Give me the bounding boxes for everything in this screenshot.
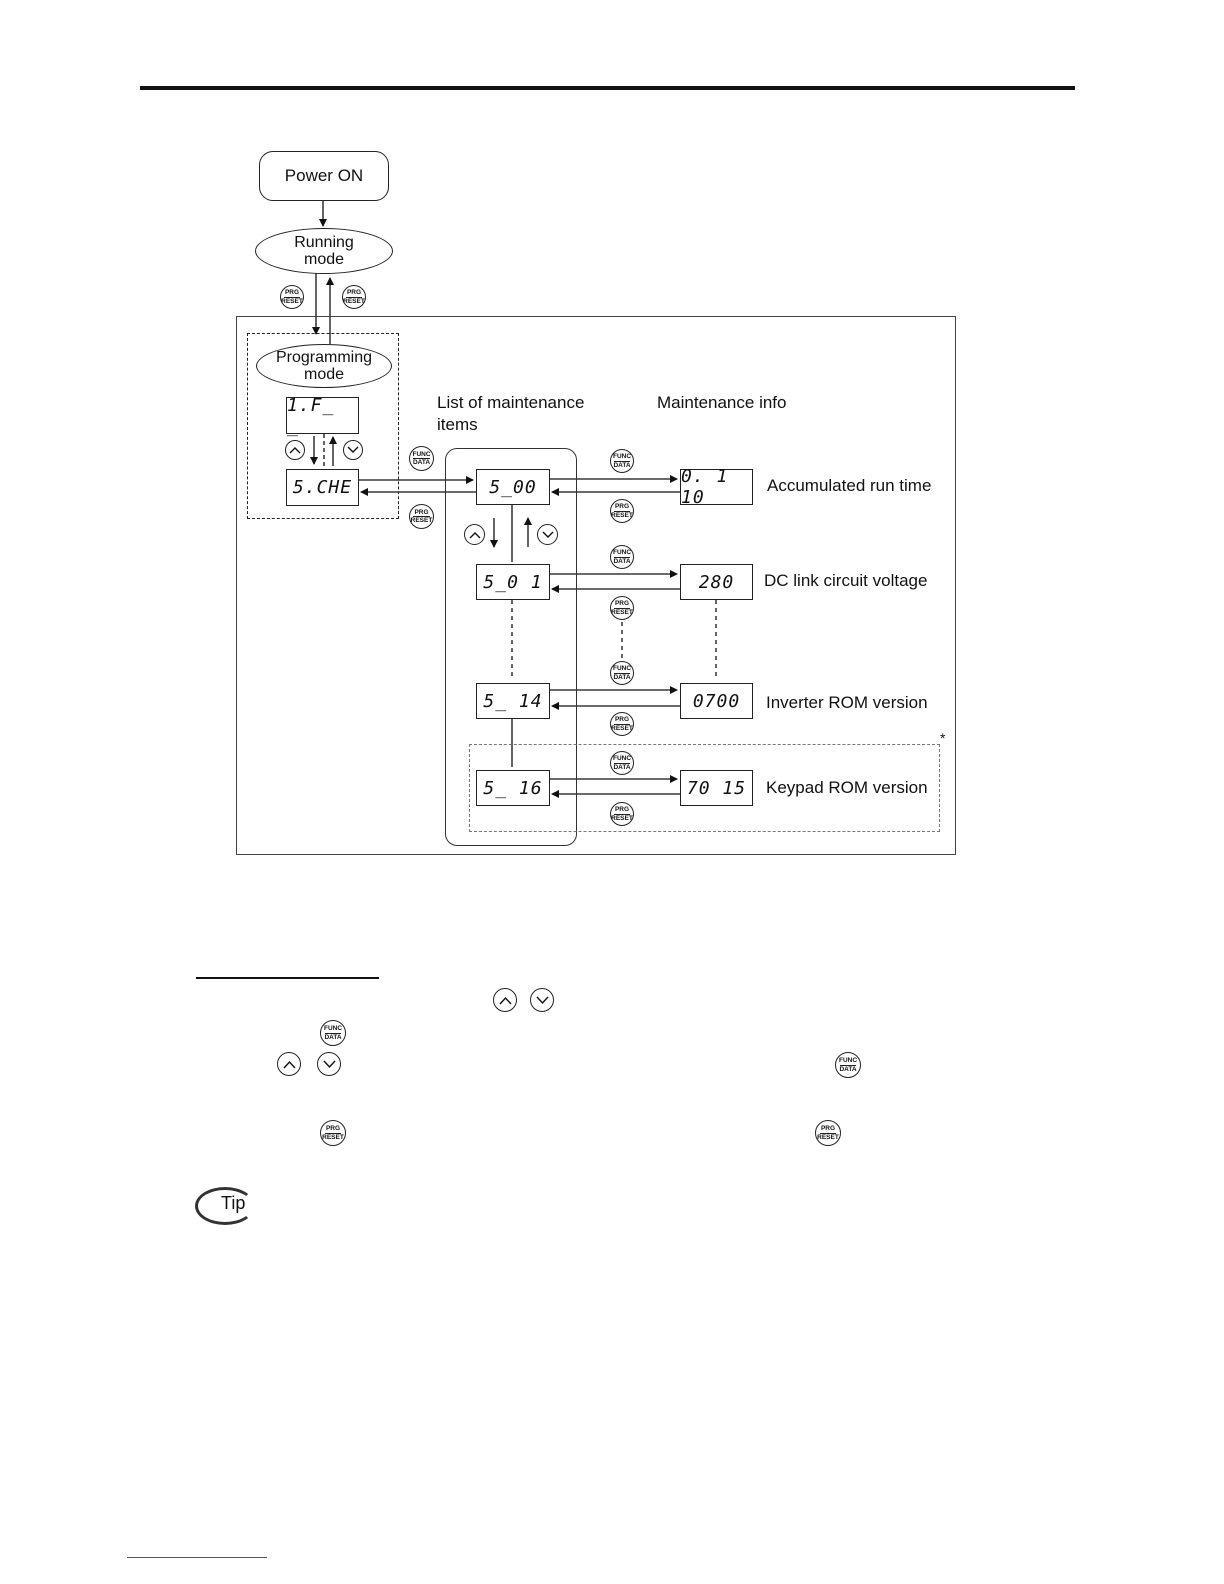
prg-reset-key-icon[interactable]: PRG RESET <box>409 504 434 529</box>
running-mode-oval <box>255 228 393 274</box>
down-key-icon <box>317 1052 341 1076</box>
func-data-key-icon[interactable]: FUNC DATA <box>610 661 634 685</box>
item-value-display: 70 15 <box>680 770 753 806</box>
item-code-display: 5_ 14 <box>476 683 550 719</box>
up-key-icon <box>493 988 517 1012</box>
note-marker: * <box>940 730 946 746</box>
section-underline <box>196 977 379 979</box>
item-code-display: 5_00 <box>476 469 550 505</box>
item-label: DC link circuit voltage <box>764 571 928 590</box>
prg-reset-key-icon: PRG RESET <box>815 1120 841 1146</box>
menu-display-top: 1.F_ _ <box>286 397 359 434</box>
item-label: Accumulated run time <box>767 476 932 495</box>
up-key-icon[interactable] <box>285 440 305 460</box>
up-key-icon[interactable] <box>464 524 485 545</box>
prg-reset-key-icon[interactable]: PRG RESET <box>610 802 634 826</box>
running-mode-label: Running mode <box>294 234 354 268</box>
item-value-display: 0. 1 10 <box>680 469 753 505</box>
prg-reset-key-icon: PRG RESET <box>320 1120 346 1146</box>
down-key-icon[interactable] <box>537 524 558 545</box>
func-data-key-icon: FUNC DATA <box>320 1020 346 1046</box>
tip-icon <box>195 1187 257 1221</box>
prg-reset-key-icon[interactable]: PRG RESET <box>342 285 366 309</box>
tip-label: Tip <box>221 1193 246 1213</box>
power-on-label: Power ON <box>284 166 364 185</box>
item-label: Inverter ROM version <box>766 693 928 712</box>
power-on-box <box>259 151 389 201</box>
item-label: Keypad ROM version <box>766 778 928 797</box>
menu-display-check: 5.CHE <box>286 469 359 506</box>
item-value-display: 280 <box>680 564 753 600</box>
func-data-key-icon[interactable]: FUNC DATA <box>610 449 634 473</box>
prg-reset-key-icon[interactable]: PRG RESET <box>610 499 634 523</box>
up-key-icon <box>277 1052 301 1076</box>
prg-reset-key-icon[interactable]: PRG RESET <box>280 285 304 309</box>
down-key-icon[interactable] <box>343 440 363 460</box>
item-code-display: 5_ 16 <box>476 770 550 806</box>
prg-reset-key-icon[interactable]: PRG RESET <box>610 596 634 620</box>
info-heading: Maintenance info <box>657 393 787 412</box>
func-data-key-icon[interactable]: FUNC DATA <box>409 446 434 471</box>
down-key-icon <box>530 988 554 1012</box>
list-heading: List of maintenance items <box>437 393 585 434</box>
prg-reset-key-icon[interactable]: PRG RESET <box>610 712 634 736</box>
func-data-key-icon[interactable]: FUNC DATA <box>610 751 634 775</box>
item-value-display: 0700 <box>680 683 753 719</box>
func-data-key-icon: FUNC DATA <box>835 1052 861 1078</box>
func-data-key-icon[interactable]: FUNC DATA <box>610 545 634 569</box>
programming-mode-label: Programming mode <box>275 349 373 383</box>
programming-mode-oval <box>256 344 392 388</box>
item-code-display: 5_0 1 <box>476 564 550 600</box>
